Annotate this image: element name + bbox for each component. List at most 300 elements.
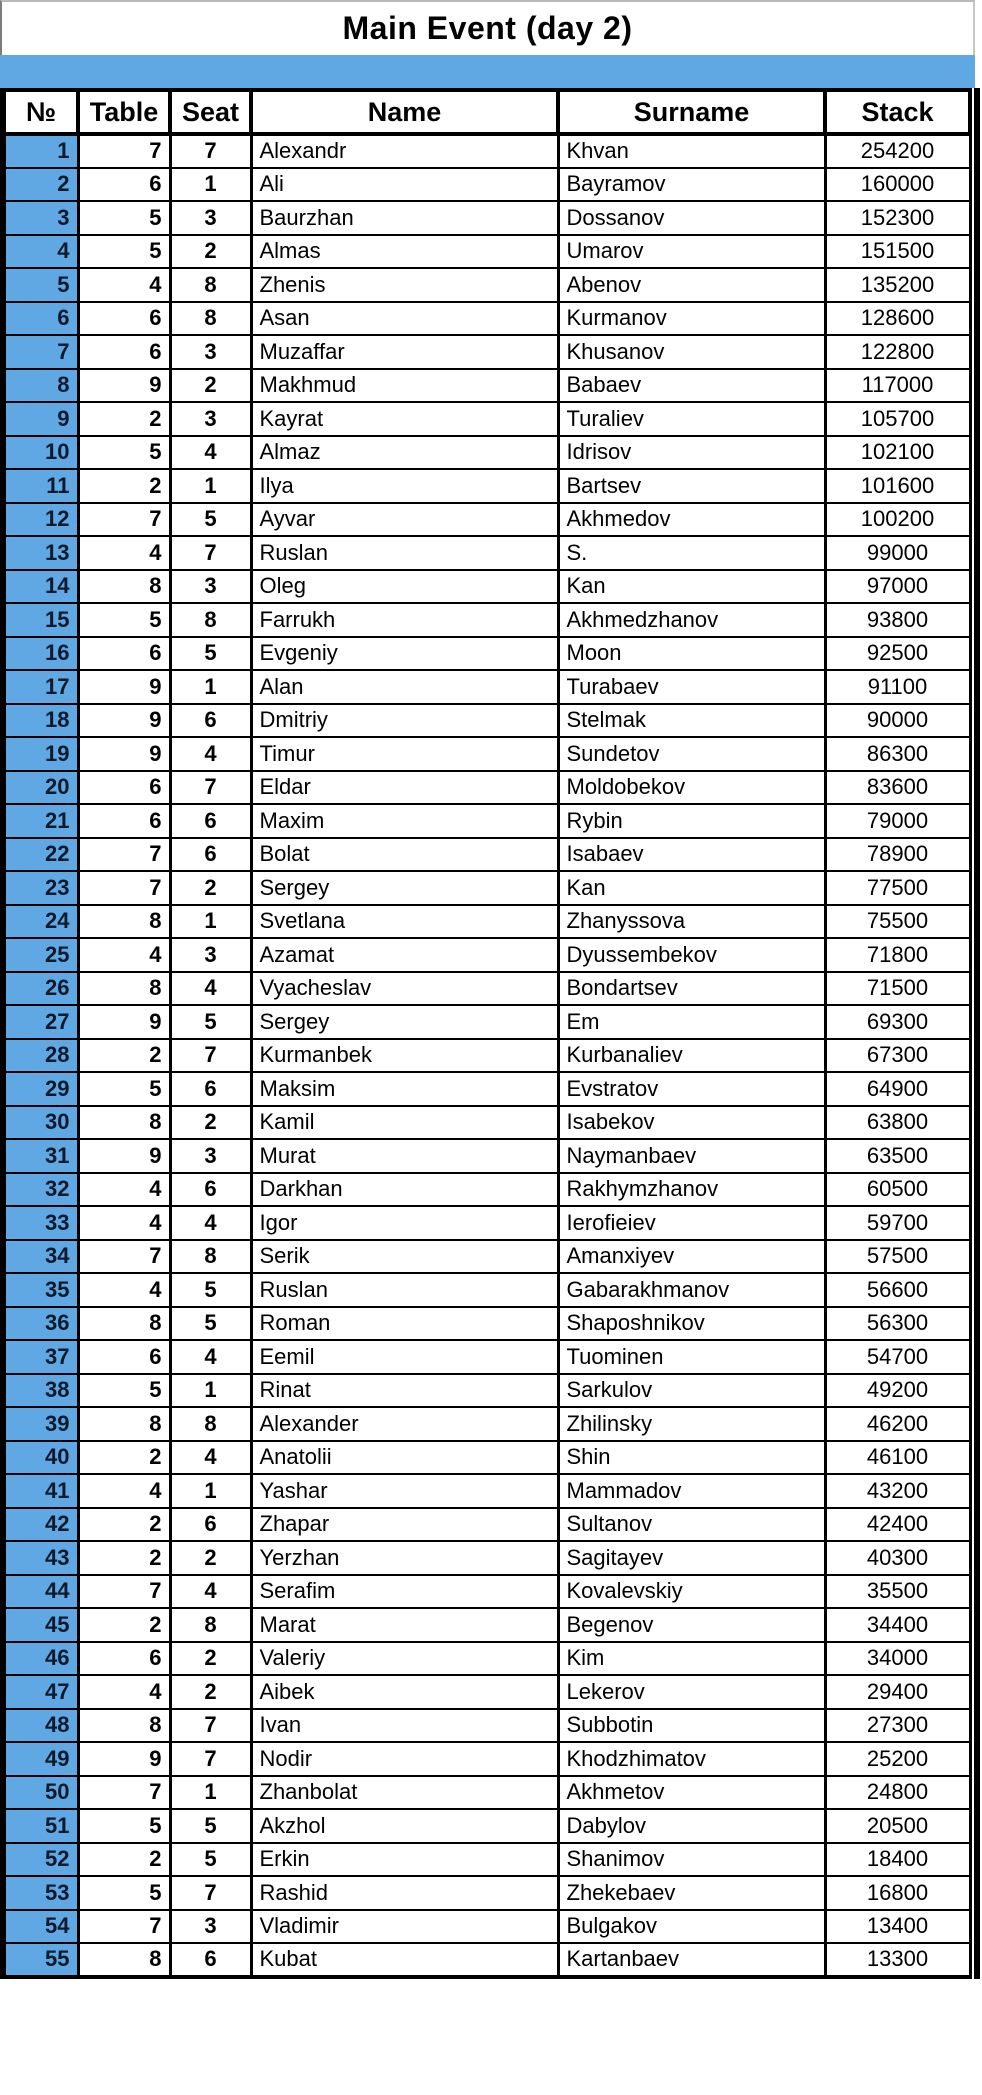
table-row	[3, 1374, 970, 1408]
cell-rank: 8	[3, 369, 78, 403]
cell-table: 7	[78, 1910, 170, 1944]
cell-name: Murat	[251, 1139, 558, 1173]
cell-table: 9	[78, 670, 170, 704]
cell-surname: Dossanov	[558, 201, 825, 235]
cell-name: Oleg	[251, 570, 558, 604]
cell-name: Rashid	[251, 1876, 558, 1910]
cell-seat: 1	[170, 670, 251, 704]
cell-table: 2	[78, 1541, 170, 1575]
cell-seat: 7	[170, 1876, 251, 1910]
cell-name: Sergey	[251, 871, 558, 905]
cell-rank: 20	[3, 771, 78, 805]
cell-name: Farrukh	[251, 603, 558, 637]
cell-name: Almas	[251, 235, 558, 269]
table-row	[3, 235, 970, 269]
table-row	[3, 1776, 970, 1810]
cell-surname: Rybin	[558, 804, 825, 838]
cell-stack: 93800	[825, 603, 970, 637]
column-header-name: Name	[251, 90, 558, 134]
cell-surname: Tuominen	[558, 1340, 825, 1374]
cell-rank: 14	[3, 570, 78, 604]
table-row	[3, 1173, 970, 1207]
cell-rank: 23	[3, 871, 78, 905]
cell-stack: 79000	[825, 804, 970, 838]
cell-name: Serafim	[251, 1575, 558, 1609]
cell-stack: 135200	[825, 268, 970, 302]
roster-table	[0, 88, 972, 1979]
cell-seat: 3	[170, 201, 251, 235]
cell-table: 9	[78, 1742, 170, 1776]
cell-rank: 36	[3, 1307, 78, 1341]
cell-name: Muzaffar	[251, 335, 558, 369]
cell-name: Baurzhan	[251, 201, 558, 235]
table-row	[3, 1642, 970, 1676]
cell-surname: Khodzhimatov	[558, 1742, 825, 1776]
table-row	[3, 804, 970, 838]
cell-name: Vyacheslav	[251, 972, 558, 1006]
cell-surname: Idrisov	[558, 436, 825, 470]
cell-stack: 101600	[825, 469, 970, 503]
cell-table: 4	[78, 1474, 170, 1508]
cell-stack: 77500	[825, 871, 970, 905]
cell-seat: 4	[170, 436, 251, 470]
table-row	[3, 436, 970, 470]
table-row	[3, 1575, 970, 1609]
cell-seat: 7	[170, 1742, 251, 1776]
cell-name: Yashar	[251, 1474, 558, 1508]
cell-name: Zhenis	[251, 268, 558, 302]
cell-seat: 1	[170, 469, 251, 503]
cell-surname: Mammadov	[558, 1474, 825, 1508]
cell-stack: 56300	[825, 1307, 970, 1341]
cell-rank: 44	[3, 1575, 78, 1609]
cell-table: 8	[78, 1943, 170, 1977]
cell-surname: Shin	[558, 1441, 825, 1475]
cell-rank: 55	[3, 1943, 78, 1977]
cell-seat: 3	[170, 938, 251, 972]
cell-seat: 1	[170, 168, 251, 202]
title-cell	[0, 0, 975, 55]
cell-seat: 6	[170, 838, 251, 872]
cell-surname: Babaev	[558, 369, 825, 403]
cell-rank: 27	[3, 1005, 78, 1039]
table-row	[3, 771, 970, 805]
cell-surname: Turabaev	[558, 670, 825, 704]
cell-stack: 46200	[825, 1407, 970, 1441]
cell-seat: 3	[170, 335, 251, 369]
cell-surname: Bartsev	[558, 469, 825, 503]
table-row	[3, 1910, 970, 1944]
cell-surname: Em	[558, 1005, 825, 1039]
table-row	[3, 1876, 970, 1910]
cell-stack: 99000	[825, 536, 970, 570]
table-row	[3, 670, 970, 704]
cell-rank: 30	[3, 1106, 78, 1140]
cell-name: Marat	[251, 1608, 558, 1642]
cell-name: Kamil	[251, 1106, 558, 1140]
cell-stack: 71500	[825, 972, 970, 1006]
table-row	[3, 1273, 970, 1307]
cell-surname: Umarov	[558, 235, 825, 269]
cell-rank: 41	[3, 1474, 78, 1508]
cell-table: 8	[78, 1407, 170, 1441]
cell-table: 5	[78, 1809, 170, 1843]
cell-surname: Kartanbaev	[558, 1943, 825, 1977]
cell-seat: 8	[170, 1608, 251, 1642]
cell-table: 8	[78, 570, 170, 604]
cell-seat: 2	[170, 871, 251, 905]
cell-rank: 35	[3, 1273, 78, 1307]
cell-surname: Sundetov	[558, 737, 825, 771]
cell-seat: 6	[170, 1072, 251, 1106]
cell-name: Asan	[251, 302, 558, 336]
cell-surname: Moldobekov	[558, 771, 825, 805]
cell-name: Evgeniy	[251, 637, 558, 671]
cell-stack: 20500	[825, 1809, 970, 1843]
cell-surname: Lekerov	[558, 1675, 825, 1709]
cell-seat: 7	[170, 1709, 251, 1743]
cell-rank: 16	[3, 637, 78, 671]
cell-rank: 49	[3, 1742, 78, 1776]
cell-rank: 7	[3, 335, 78, 369]
cell-seat: 5	[170, 1809, 251, 1843]
cell-rank: 52	[3, 1843, 78, 1877]
cell-rank: 54	[3, 1910, 78, 1944]
cell-name: Alexandr	[251, 134, 558, 168]
cell-stack: 63800	[825, 1106, 970, 1140]
table-row	[3, 335, 970, 369]
cell-surname: Akhmedov	[558, 503, 825, 537]
cell-surname: Begenov	[558, 1608, 825, 1642]
cell-seat: 1	[170, 1374, 251, 1408]
cell-table: 9	[78, 1005, 170, 1039]
cell-name: Azamat	[251, 938, 558, 972]
cell-name: Ilya	[251, 469, 558, 503]
cell-seat: 3	[170, 1910, 251, 1944]
cell-table: 5	[78, 436, 170, 470]
cell-table: 2	[78, 469, 170, 503]
cell-table: 4	[78, 938, 170, 972]
cell-stack: 100200	[825, 503, 970, 537]
cell-seat: 1	[170, 1776, 251, 1810]
cell-table: 5	[78, 235, 170, 269]
cell-table: 6	[78, 771, 170, 805]
cell-table: 8	[78, 905, 170, 939]
cell-surname: Akhmetov	[558, 1776, 825, 1810]
cell-stack: 97000	[825, 570, 970, 604]
cell-name: Erkin	[251, 1843, 558, 1877]
cell-stack: 18400	[825, 1843, 970, 1877]
cell-name: Yerzhan	[251, 1541, 558, 1575]
cell-surname: Zhilinsky	[558, 1407, 825, 1441]
cell-table: 8	[78, 1709, 170, 1743]
table-row	[3, 570, 970, 604]
cell-name: Almaz	[251, 436, 558, 470]
cell-rank: 2	[3, 168, 78, 202]
cell-rank: 45	[3, 1608, 78, 1642]
cell-name: Akzhol	[251, 1809, 558, 1843]
cell-stack: 90000	[825, 704, 970, 738]
cell-name: Zhapar	[251, 1508, 558, 1542]
cell-name: Maksim	[251, 1072, 558, 1106]
cell-stack: 86300	[825, 737, 970, 771]
cell-surname: Rakhymzhanov	[558, 1173, 825, 1207]
cell-seat: 2	[170, 1106, 251, 1140]
cell-table: 8	[78, 1106, 170, 1140]
cell-seat: 5	[170, 503, 251, 537]
cell-table: 5	[78, 201, 170, 235]
cell-surname: Kan	[558, 871, 825, 905]
cell-seat: 5	[170, 1273, 251, 1307]
cell-seat: 4	[170, 972, 251, 1006]
table-row	[3, 1742, 970, 1776]
cell-rank: 15	[3, 603, 78, 637]
cell-stack: 25200	[825, 1742, 970, 1776]
cell-table: 7	[78, 838, 170, 872]
cell-stack: 92500	[825, 637, 970, 671]
cell-table: 2	[78, 1039, 170, 1073]
cell-rank: 18	[3, 704, 78, 738]
cell-seat: 6	[170, 804, 251, 838]
cell-table: 9	[78, 369, 170, 403]
cell-surname: Amanxiyev	[558, 1240, 825, 1274]
cell-name: Anatolii	[251, 1441, 558, 1475]
cell-rank: 34	[3, 1240, 78, 1274]
cell-table: 4	[78, 1675, 170, 1709]
cell-rank: 46	[3, 1642, 78, 1676]
cell-seat: 5	[170, 1005, 251, 1039]
table-row	[3, 1608, 970, 1642]
cell-name: Ruslan	[251, 1273, 558, 1307]
cell-rank: 10	[3, 436, 78, 470]
cell-surname: Khusanov	[558, 335, 825, 369]
cell-table: 9	[78, 1139, 170, 1173]
table-row	[3, 1407, 970, 1441]
cell-stack: 63500	[825, 1139, 970, 1173]
cell-name: Makhmud	[251, 369, 558, 403]
cell-stack: 102100	[825, 436, 970, 470]
cell-rank: 12	[3, 503, 78, 537]
cell-rank: 51	[3, 1809, 78, 1843]
cell-surname: Abenov	[558, 268, 825, 302]
cell-seat: 3	[170, 402, 251, 436]
cell-surname: Kurbanaliev	[558, 1039, 825, 1073]
cell-table: 2	[78, 1608, 170, 1642]
cell-surname: Kan	[558, 570, 825, 604]
table-row	[3, 1072, 970, 1106]
cell-seat: 7	[170, 1039, 251, 1073]
cell-name: Dmitriy	[251, 704, 558, 738]
cell-surname: Kovalevskiy	[558, 1575, 825, 1609]
cell-stack: 27300	[825, 1709, 970, 1743]
cell-surname: Bulgakov	[558, 1910, 825, 1944]
cell-surname: Dyussembekov	[558, 938, 825, 972]
cell-name: Ali	[251, 168, 558, 202]
cell-stack: 35500	[825, 1575, 970, 1609]
cell-rank: 6	[3, 302, 78, 336]
table-row	[3, 1240, 970, 1274]
cell-table: 2	[78, 402, 170, 436]
cell-table: 5	[78, 1374, 170, 1408]
table-row	[3, 1139, 970, 1173]
cell-surname: Shaposhnikov	[558, 1307, 825, 1341]
cell-seat: 4	[170, 1206, 251, 1240]
cell-seat: 2	[170, 1642, 251, 1676]
cell-name: Serik	[251, 1240, 558, 1274]
cell-stack: 105700	[825, 402, 970, 436]
cell-surname: Isabaev	[558, 838, 825, 872]
cell-table: 2	[78, 1843, 170, 1877]
cell-seat: 5	[170, 1843, 251, 1877]
cell-seat: 4	[170, 1575, 251, 1609]
cell-table: 5	[78, 1072, 170, 1106]
cell-stack: 40300	[825, 1541, 970, 1575]
cell-table: 7	[78, 871, 170, 905]
cell-rank: 24	[3, 905, 78, 939]
cell-name: Svetlana	[251, 905, 558, 939]
cell-seat: 2	[170, 1675, 251, 1709]
cell-stack: 128600	[825, 302, 970, 336]
column-header-table: Table	[78, 90, 170, 134]
cell-surname: S.	[558, 536, 825, 570]
cell-stack: 75500	[825, 905, 970, 939]
table-row	[3, 168, 970, 202]
cell-name: Kubat	[251, 1943, 558, 1977]
cell-stack: 13400	[825, 1910, 970, 1944]
cell-rank: 21	[3, 804, 78, 838]
cell-rank: 17	[3, 670, 78, 704]
table-row	[3, 838, 970, 872]
cell-stack: 122800	[825, 335, 970, 369]
cell-rank: 4	[3, 235, 78, 269]
table-row	[3, 134, 970, 168]
cell-table: 6	[78, 1340, 170, 1374]
table-row	[3, 302, 970, 336]
cell-rank: 47	[3, 1675, 78, 1709]
cell-rank: 5	[3, 268, 78, 302]
cell-stack: 67300	[825, 1039, 970, 1073]
cell-name: Nodir	[251, 1742, 558, 1776]
cell-table: 6	[78, 804, 170, 838]
cell-name: Kayrat	[251, 402, 558, 436]
cell-seat: 6	[170, 1508, 251, 1542]
header-row	[3, 90, 970, 134]
cell-table: 4	[78, 1206, 170, 1240]
cell-surname: Ierofieiev	[558, 1206, 825, 1240]
cell-surname: Stelmak	[558, 704, 825, 738]
cell-stack: 160000	[825, 168, 970, 202]
cell-name: Maxim	[251, 804, 558, 838]
header-band	[0, 55, 975, 88]
cell-rank: 22	[3, 838, 78, 872]
table-row	[3, 268, 970, 302]
cell-stack: 151500	[825, 235, 970, 269]
cell-name: Darkhan	[251, 1173, 558, 1207]
cell-seat: 8	[170, 1407, 251, 1441]
cell-surname: Akhmedzhanov	[558, 603, 825, 637]
table-row	[3, 1943, 970, 1977]
column-header-stack: Stack	[825, 90, 970, 134]
cell-stack: 49200	[825, 1374, 970, 1408]
cell-seat: 1	[170, 1474, 251, 1508]
cell-rank: 28	[3, 1039, 78, 1073]
cell-rank: 50	[3, 1776, 78, 1810]
cell-seat: 4	[170, 737, 251, 771]
cell-name: Bolat	[251, 838, 558, 872]
cell-seat: 2	[170, 235, 251, 269]
cell-seat: 6	[170, 1173, 251, 1207]
cell-rank: 1	[3, 134, 78, 168]
table-row	[3, 737, 970, 771]
table-row	[3, 1843, 970, 1877]
cell-table: 7	[78, 1240, 170, 1274]
cell-table: 6	[78, 168, 170, 202]
table-row	[3, 704, 970, 738]
cell-stack: 43200	[825, 1474, 970, 1508]
table-row	[3, 1541, 970, 1575]
cell-stack: 24800	[825, 1776, 970, 1810]
cell-table: 6	[78, 302, 170, 336]
cell-seat: 7	[170, 771, 251, 805]
cell-table: 8	[78, 972, 170, 1006]
cell-rank: 43	[3, 1541, 78, 1575]
cell-stack: 29400	[825, 1675, 970, 1709]
table-row	[3, 469, 970, 503]
cell-table: 5	[78, 1876, 170, 1910]
cell-name: Aibek	[251, 1675, 558, 1709]
cell-name: Ruslan	[251, 536, 558, 570]
cell-surname: Zhanyssova	[558, 905, 825, 939]
cell-rank: 13	[3, 536, 78, 570]
table-row	[3, 1474, 970, 1508]
cell-table: 2	[78, 1441, 170, 1475]
cell-name: Ivan	[251, 1709, 558, 1743]
cell-table: 4	[78, 1173, 170, 1207]
table-row	[3, 201, 970, 235]
cell-rank: 31	[3, 1139, 78, 1173]
cell-name: Igor	[251, 1206, 558, 1240]
roster-table-wrap	[0, 88, 972, 1979]
cell-stack: 69300	[825, 1005, 970, 1039]
cell-surname: Bayramov	[558, 168, 825, 202]
cell-surname: Sagitayev	[558, 1541, 825, 1575]
cell-name: Rinat	[251, 1374, 558, 1408]
cell-seat: 6	[170, 1943, 251, 1977]
table-row	[3, 1675, 970, 1709]
cell-name: Timur	[251, 737, 558, 771]
cell-table: 7	[78, 1776, 170, 1810]
cell-table: 9	[78, 737, 170, 771]
cell-rank: 11	[3, 469, 78, 503]
cell-name: Vladimir	[251, 1910, 558, 1944]
table-row	[3, 637, 970, 671]
cell-rank: 42	[3, 1508, 78, 1542]
cell-seat: 1	[170, 905, 251, 939]
column-header-rank: №	[3, 90, 78, 134]
cell-rank: 19	[3, 737, 78, 771]
cell-table: 7	[78, 1575, 170, 1609]
table-row	[3, 871, 970, 905]
column-header-seat: Seat	[170, 90, 251, 134]
table-row	[3, 503, 970, 537]
table-row	[3, 536, 970, 570]
cell-stack: 117000	[825, 369, 970, 403]
cell-name: Alan	[251, 670, 558, 704]
table-row	[3, 1206, 970, 1240]
table-row	[3, 1441, 970, 1475]
cell-stack: 54700	[825, 1340, 970, 1374]
cell-name: Zhanbolat	[251, 1776, 558, 1810]
